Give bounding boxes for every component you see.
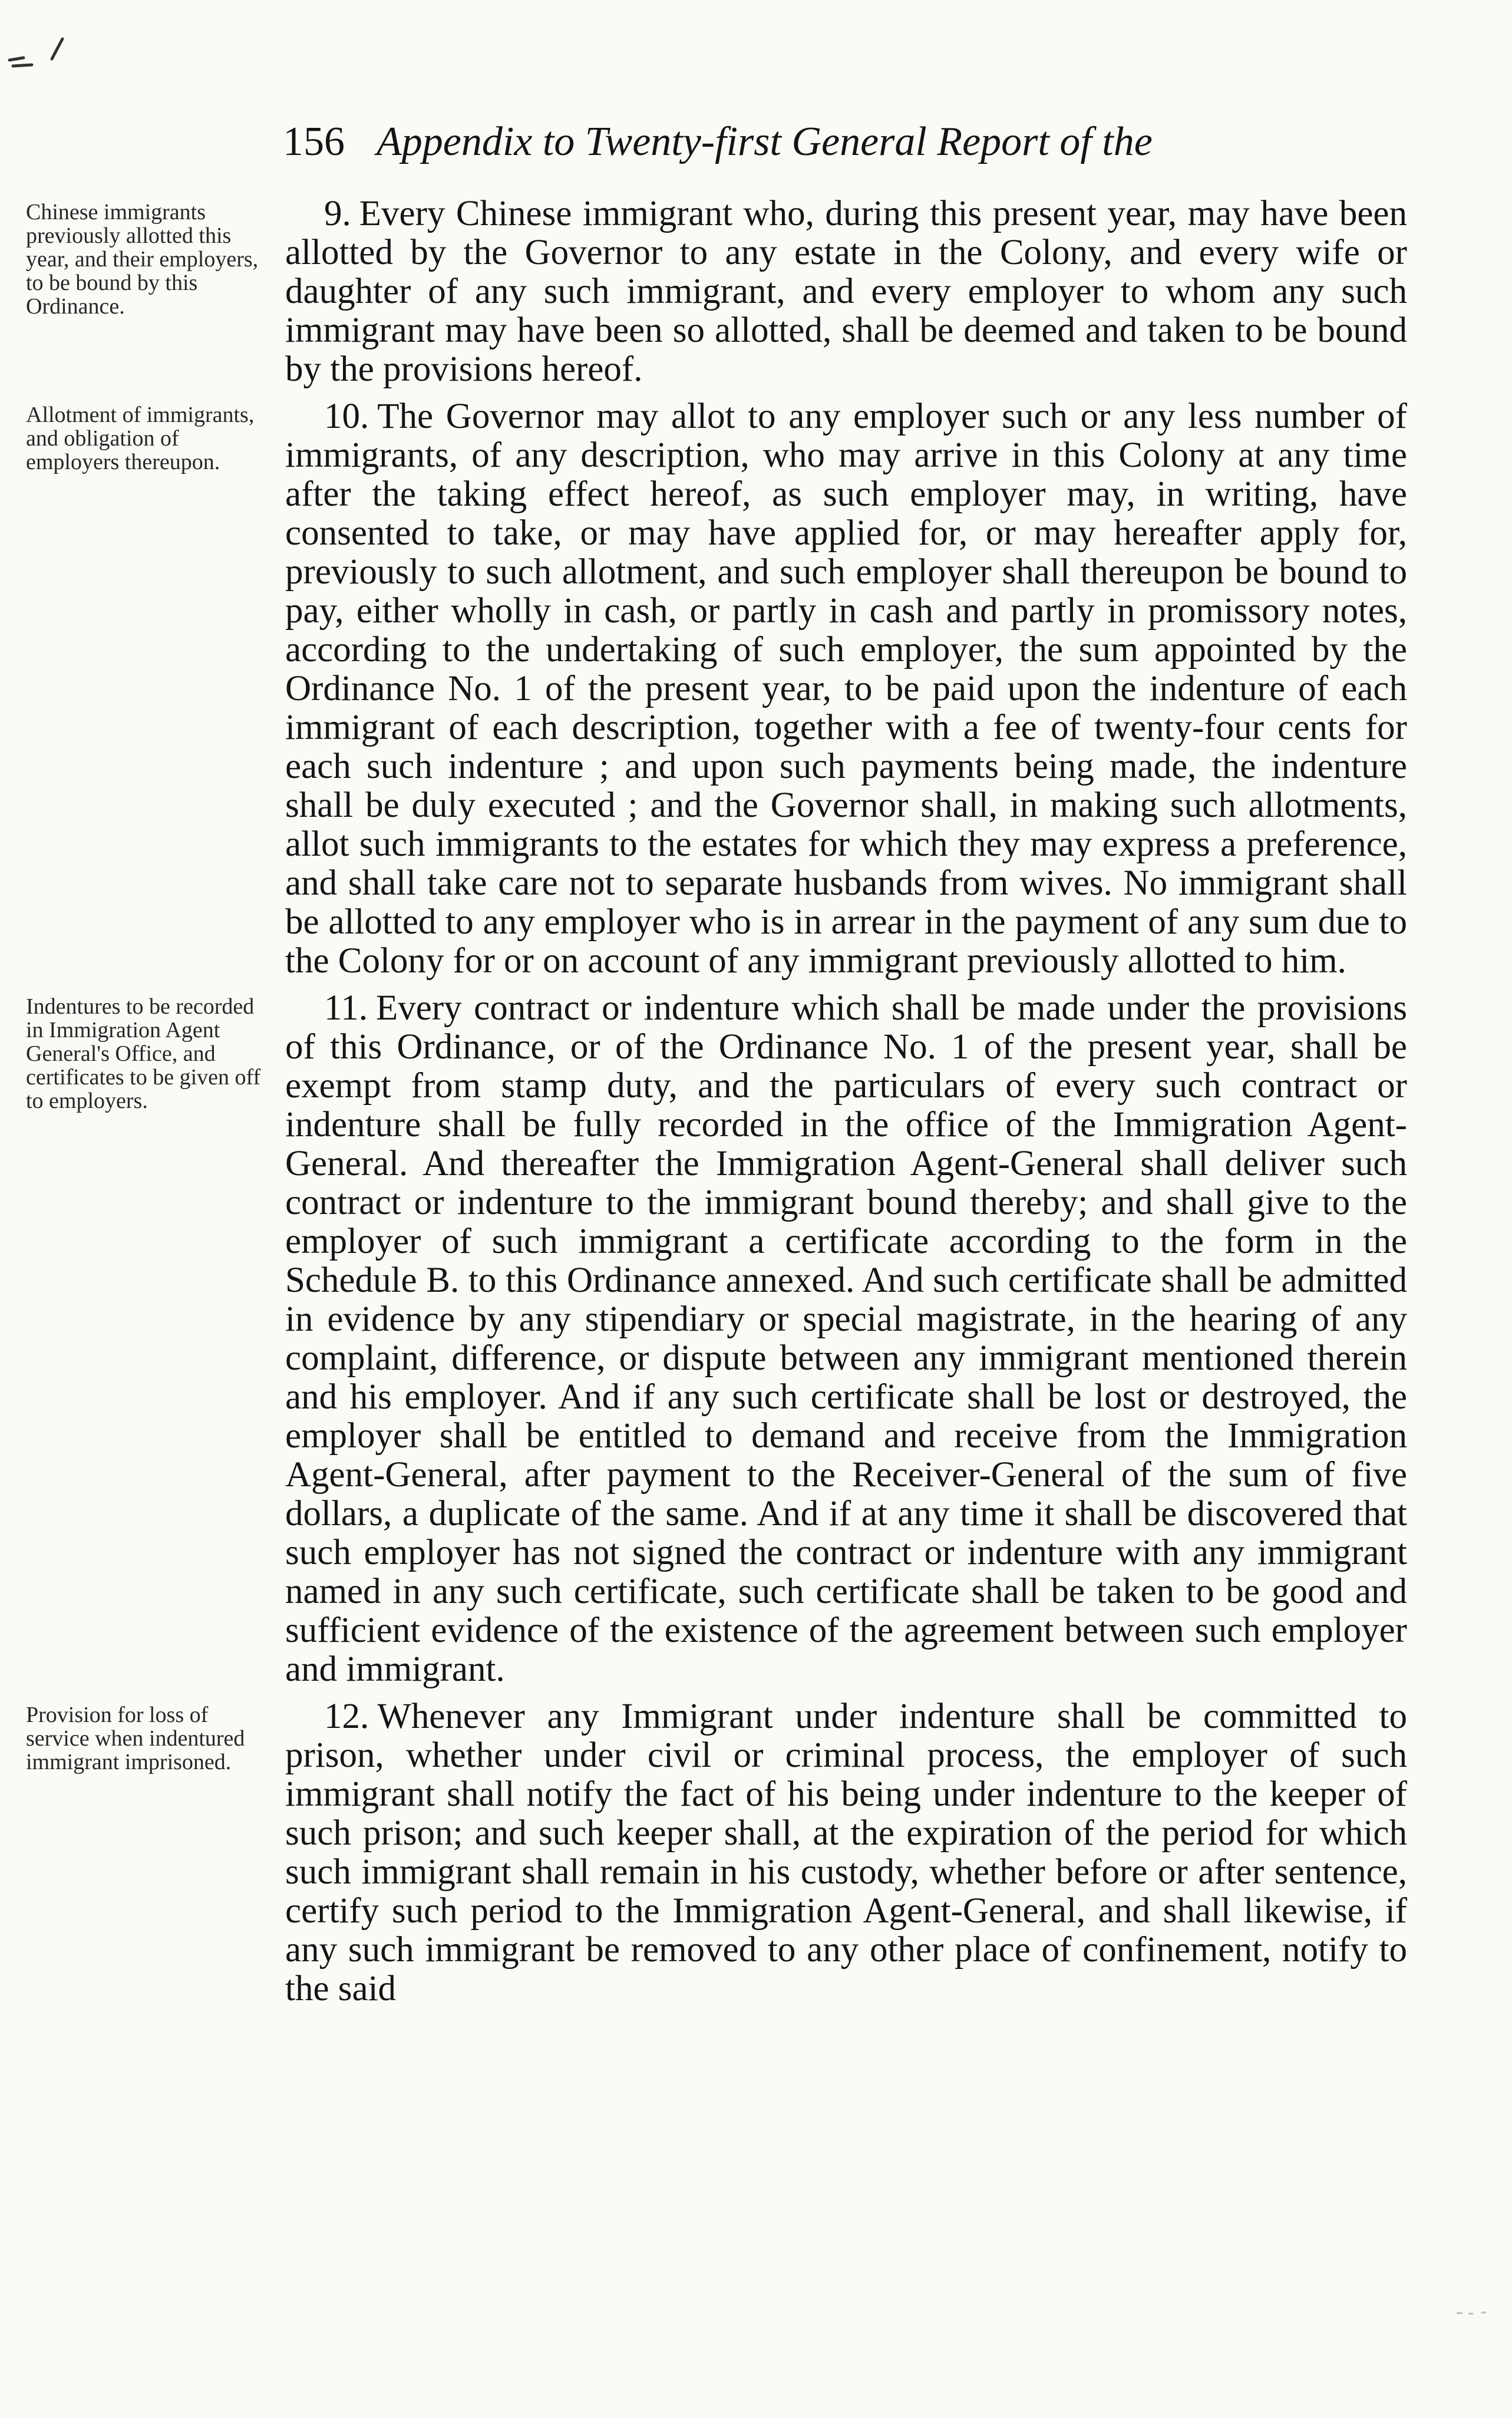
section-text: The Governor may allot to any employer such or any less number of immigrants, of any description, who may arrive in this Colony at any time after the taking effect hereof, as such employer may, in writing, have consented to take, or may have applied for, or may hereafter apply for, previously to such allotment, and such employer shall thereupon be bound to pay, either wholly in cash, or partly in cash and partly in promissory notes, according to the undertaking of such employer, the sum appointed by the Ordinance No. 1 of the present year, to be paid upon the indenture of each immigrant of each description, together with a fee of twenty-four cents for each such indenture ; and upon such payments being made, the indenture shall be duly executed ; and the Governor shall, in making such allotments, allot such immigrants to the estates for which they may express a preference, and shall take care not to separate husbands from wives. No immigrant shall be allotted to any employer who is in arrear in the payment of any sum due to the Colony for or on account of any immigrant previously allotted to him. [285,397,1407,981]
section-number: 9. [324,194,351,233]
page-number: 156 [283,119,345,164]
section-paragraph [285,989,1407,1689]
edge-speck-mark [1455,2310,1497,2316]
margin-note: Chinese immigrants previously allotted this year, and their employers, to be bound by this Ordinance. [26,200,259,319]
section-text: Whenever any Immigrant under indenture shall be committed to prison, whether under civil or criminal process, the employer of such immigrant shall notify the fact of his being under indenture to the keeper of such prison; and such keeper shall, at the expiration of the period for which such immigrant shall remain in his custody, whether before or after sentence, certify such period to the Immigration Agent-General, and shall likewise, if any such immigrant be removed to any other place of confinement, notify to the said [285,1697,1407,2008]
section-number: 10. [324,397,369,436]
corner-ink-mark [6,35,71,83]
section-paragraph [285,397,1407,981]
margin-note: Provision for loss of service when indentured immigrant imprisoned. [26,1703,245,1774]
running-head [283,110,1402,174]
section-paragraph [285,194,1407,389]
section-11 [0,989,1512,1689]
margin-note: Allotment of immigrants, and obligation of employers thereupon. [26,403,255,474]
section-text: Every contract or indenture which shall be made under the provisions of this Ordinance, or of the Ordinance No. 1 of the present year, shall be exempt from stamp duty, and the particulars of every such contract or indenture shall be fully recorded in the office of the Immigration Agent-General. And thereafter the Immigration Agent-General shall deliver such contract or indenture to the immigrant bound thereby; and shall give to the employer of such immigrant a certificate according to the form in the Schedule B. to this Ordinance annexed. And such certificate shall be admitted in evidence by any stipendiary or special magistrate, in the hearing of any complaint, difference, or dispute between any immigrant mentioned therein and his employer. And if any such certificate shall be lost or destroyed, the employer shall be entitled to demand and receive from the Immigration Agent-General, after payment to the Receiver-General of the sum of five dollars, a duplicate of the same. And if at any time it shall be discovered that such employer has not signed the contract or indenture with any immigrant named in any such certificate, such certificate shall be taken to be good and sufficient evidence of the existence of the agreement between such employer and immigrant. [285,988,1407,1689]
margin-note: Indentures to be recorded in Immigration Agent General's Office, and certificates to be given off to employers. [26,994,261,1113]
page-body [0,194,1512,2017]
section-10 [0,397,1512,981]
section-text: Every Chinese immigrant who, during this present year, may have been allotted by the Governor to any estate in the Colony, and every wife or daughter of any such immigrant, and every employer to whom any such immigrant may have been so allotted, shall be deemed and taken to be bound by the provisions hereof. [285,194,1407,389]
section-paragraph [285,1697,1407,2008]
section-9 [0,194,1512,389]
section-number: 12. [324,1697,369,1736]
section-number: 11. [324,988,368,1028]
running-head-title: Appendix to Twenty-first General Report of the [377,119,1153,164]
section-12 [0,1697,1512,2008]
